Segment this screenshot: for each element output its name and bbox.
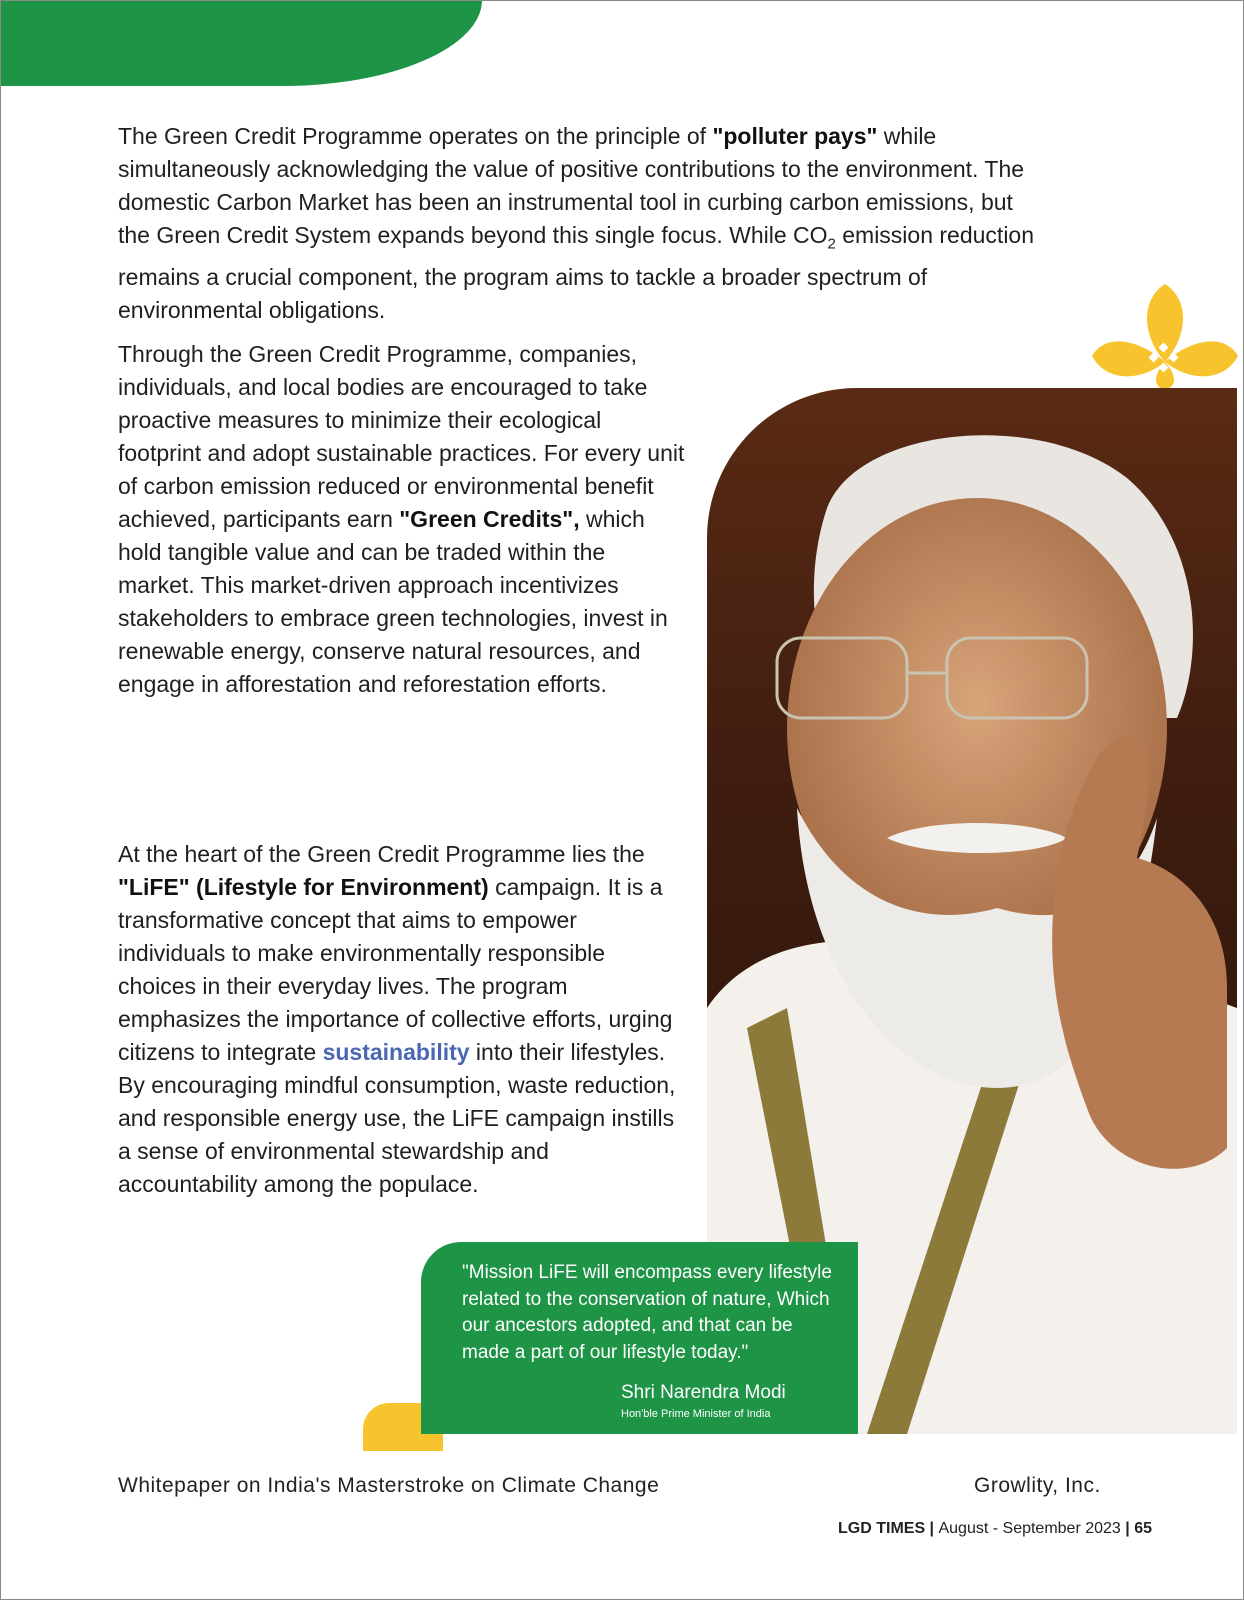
sustainability-link[interactable]: sustainability (322, 1039, 470, 1065)
page-footer: LGD TIMES | August - September 2023 | 65 (838, 1520, 1152, 1537)
footer-whitepaper-title: Whitepaper on India's Masterstroke on Climate Change (118, 1474, 660, 1497)
paragraph-intro: The Green Credit Programme operates on the principle of "polluter pays" while simultaneously acknowledging the value of positive contributions to the environment. The domestic Carbon Market has been an instrumental tool in curbing carbon emissions, but the Green Credit System expands beyond this single focus. While $CO_2$ emission reduction remains a crucial component, the program aims to tackle a broader spectrum of environmental obligations. (118, 123, 1035, 323)
quote-author: Shri Narendra Modi (621, 1382, 786, 1403)
paragraph-green-credits: Through the Green Credit Programme, companies, individuals, and local bodies are encouraged to take proactive measures to minimize their ecological footprint and adopt sustainable practices. For every unit of carbon emission reduced or environmental benefit achieved, participants earn "Green Credits", which hold tangible value and can be traded within the market. This market-driven approach incentivizes stakeholders to embrace green technologies, invest in renewable energy, conserve natural resources, and engage in afforestation and reforestation efforts. (118, 341, 685, 697)
issue-date: August - September 2023 (938, 1520, 1121, 1537)
top-green-shape (0, 0, 482, 86)
publication-name: LGD TIMES (838, 1520, 926, 1537)
page-number: 65 (1134, 1520, 1152, 1537)
quote-text: "Mission LiFE will encompass every lifestyle related to the conservation of nature, Which our ancestors adopted, and that can be made a part of our lifestyle today." (462, 1262, 832, 1363)
yellow-flower-icon (1090, 282, 1240, 390)
footer-company: Growlity, Inc. (974, 1474, 1101, 1497)
quote-box (421, 1242, 858, 1434)
quote-author-title: Hon'ble Prime Minister of India (621, 1408, 771, 1420)
paragraph-life-campaign: At the heart of the Green Credit Programme lies the "LiFE" (Lifestyle for Environment) campaign. It is a transformative concept that aims to empower individuals to make environmentally responsible choices in their everyday lives. The program emphasizes the importance of collective efforts, urging citizens to integrate sustainability into their lifestyles. By encouraging mindful consumption, waste reduction, and responsible energy use, the LiFE campaign instills a sense of environmental stewardship and accountability among the populace. (118, 841, 676, 1197)
